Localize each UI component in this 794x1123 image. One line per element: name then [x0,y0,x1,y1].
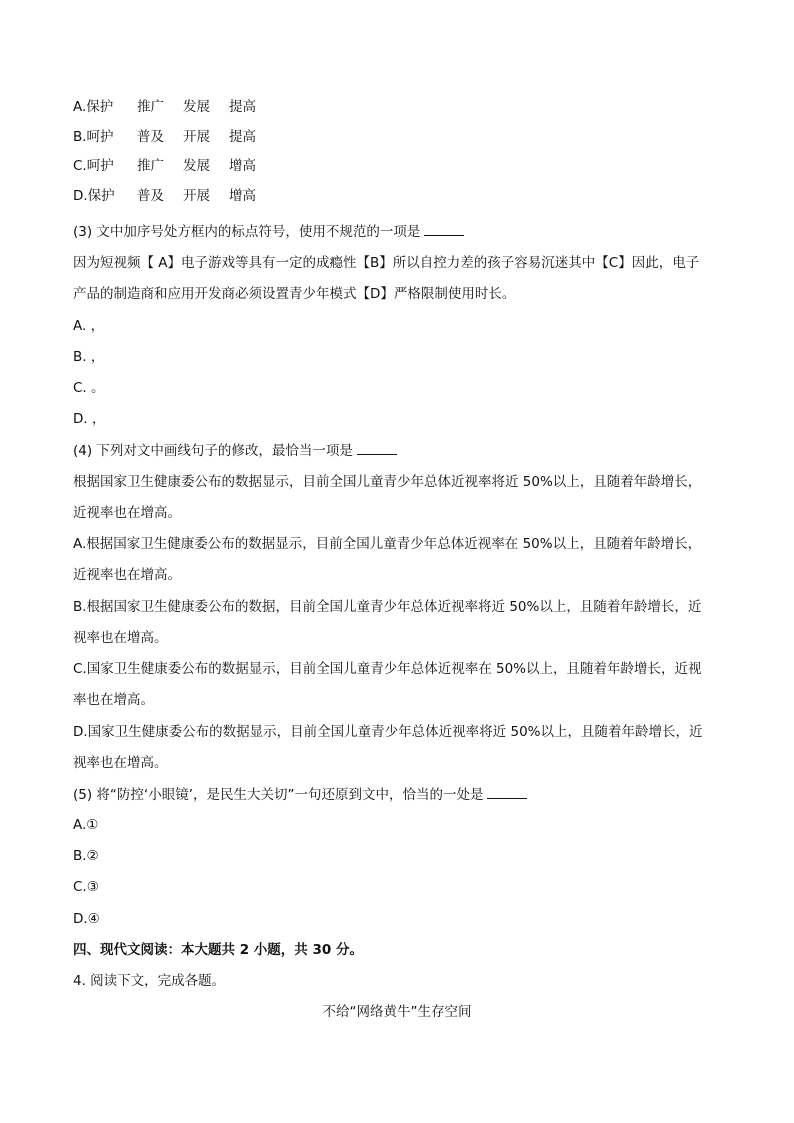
option-word: 增高 [229,158,256,174]
answer-blank [424,221,464,236]
q3-option-b: B. ， [73,349,105,365]
q3-text-line-1: 因为短视频【 A】电子游戏等具有一定的成瘾性【B】所以自控力差的孩子容易沉迷其中【C】因此，电子 [73,255,700,271]
q3-stem [73,221,464,242]
option-word: 提高 [229,129,256,145]
option-word: 开展 [183,129,210,145]
option-label: D.保护 [73,188,115,204]
q5-option-d: D.④ [73,911,100,927]
q5-stem [73,784,527,805]
q4-stem-text: (4) 下列对文中画线句子的修改，最恰当一项是 [73,443,353,459]
option-word: 发展 [183,99,210,115]
option-word: 发展 [183,158,210,174]
option-word: 普及 [137,129,164,145]
question-instruction: 4. 阅读下文，完成各题。 [73,973,226,989]
option-row-d [73,186,275,206]
q4-stem [73,440,397,461]
q4-option-c-line-2: 率也在增高。 [73,692,154,708]
option-word: 开展 [183,188,210,204]
q5-option-b: B.② [73,848,99,864]
q3-option-a: A. ， [73,318,105,334]
answer-blank [487,784,527,799]
q3-option-d: D. ， [73,411,106,427]
option-row-c [73,156,275,176]
q4-option-c-line-1: C.国家卫生健康委公布的数据显示，目前全国儿童青少年总体近视率在 50%以上，且随着年龄增长，近视 [73,661,702,677]
option-word: 推广 [137,99,164,115]
q4-option-a-line-2: 近视率也在增高。 [73,567,181,583]
q3-text-line-2: 产品的制造商和应用开发商必须设置青少年模式【D】严格限制使用时长。 [73,286,516,302]
option-label: A.保护 [73,99,114,115]
q4-option-d-line-1: D.国家卫生健康委公布的数据显示，目前全国儿童青少年总体近视率将近 50%以上，且随着年龄增长，近 [73,724,703,740]
answer-blank [357,440,397,455]
q4-option-b-line-1: B.根据国家卫生健康委公布的数据，目前全国儿童青少年总体近视率将近 50%以上，且随着年龄增长，近 [73,599,702,615]
option-word: 提高 [229,99,256,115]
option-row-b [73,127,275,147]
option-word: 普及 [137,188,164,204]
q3-option-c: C. 。 [73,380,105,396]
option-label: C.呵护 [73,158,114,174]
option-row-a [73,97,275,117]
q4-original-line-1: 根据国家卫生健康委公布的数据显示，目前全国儿童青少年总体近视率将近 50%以上，且随着年龄增长， [73,474,702,490]
q4-option-b-line-2: 视率也在增高。 [73,630,168,646]
q3-stem-text: (3) 文中加序号处方框内的标点符号，使用不规范的一项是 [73,224,421,240]
option-word: 增高 [229,188,256,204]
q4-option-d-line-2: 视率也在增高。 [73,755,168,771]
q5-option-a: A.① [73,817,99,833]
q4-option-a-line-1: A.根据国家卫生健康委公布的数据显示，目前全国儿童青少年总体近视率在 50%以上，且随着年龄增长， [73,536,702,552]
article-title: 不给“网络黄牛”生存空间 [322,1004,472,1020]
q4-original-line-2: 近视率也在增高。 [73,505,181,521]
q5-option-c: C.③ [73,879,99,895]
option-label: B.呵护 [73,129,114,145]
option-word: 推广 [137,158,164,174]
section-heading: 四、现代文阅读：本大题共 2 小题，共 30 分。 [73,942,363,958]
q5-stem-text: (5) 将“防控‘小眼镜’，是民生大关切”一句还原到文中，恰当的一处是 [73,787,484,803]
